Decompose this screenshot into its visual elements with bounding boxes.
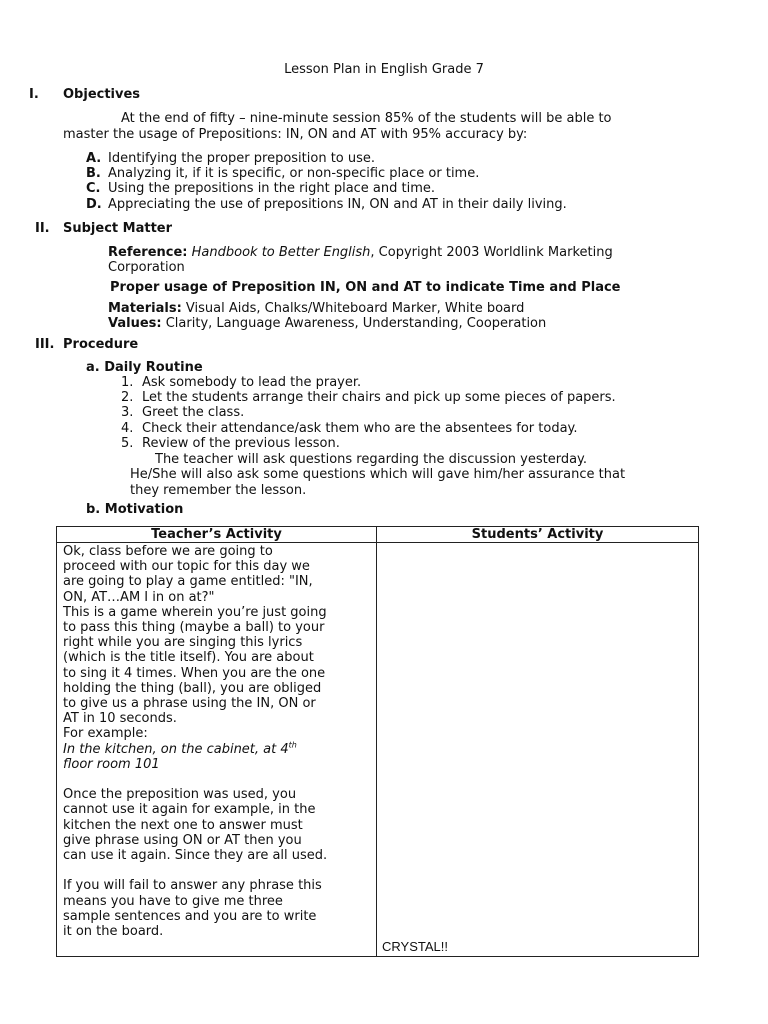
reference-label: Reference: [108,245,188,260]
objective-letter: A. [86,151,102,166]
activity-table [56,526,699,957]
routine-step-num: 5. [121,436,134,451]
routine-step: Let the students arrange their chairs and pick up some pieces of papers. [142,390,616,405]
section-numeral-objectives: I. [29,87,39,102]
values-label: Values: [108,316,162,331]
objective-letter: C. [86,181,101,196]
objective-letter: D. [86,197,102,212]
table-row [57,543,699,957]
routine-step: Ask somebody to lead the prayer. [142,375,362,390]
teacher-line: proceed with our topic for this day we [63,559,310,575]
lesson-topic: Proper usage of Preposition IN, ON and AT to indicate Time and Place [110,280,621,295]
motivation-label: b. Motivation [86,502,184,517]
teacher-line: right while you are singing this lyrics [63,635,303,651]
routine-step-num: 4. [121,421,134,436]
objective-letter: B. [86,166,101,181]
students-activity-cell [377,543,699,957]
teacher-line: For example: [63,726,148,742]
teacher-line: If you will fail to answer any phrase this [63,878,322,894]
reference-title: Handbook to Better English [191,245,371,260]
teacher-line: can use it again. Since they are all used. [63,848,328,864]
reference-line2: Corporation [108,260,185,275]
section-heading-subject-matter: Subject Matter [63,221,173,236]
teacher-line: ON, AT…AM I in on at?" [63,589,215,605]
section-numeral-procedure: III. [35,337,55,352]
teacher-line: holding the thing (ball), you are obliged [63,680,322,696]
blank-line [63,772,376,787]
routine-step-num: 2. [121,390,134,405]
teacher-line: AT in 10 seconds. [63,711,177,727]
section-numeral-subject-matter: II. [35,221,50,236]
review-line2: He/She will also ask some questions which will gave him/her assurance that [130,467,626,482]
teacher-line: it on the board. [63,924,164,940]
section-heading-procedure: Procedure [63,337,139,352]
section-heading-objectives: Objectives [63,87,141,102]
student-response: CRYSTAL!! [382,939,448,954]
teacher-line: cannot use it again for example, in the [63,802,316,818]
objective-item: Identifying the proper preposition to use. [108,151,376,166]
teacher-line: to sing it 4 times. When you are the one [63,665,326,681]
review-line3: they remember the lesson. [130,483,307,498]
materials-label: Materials: [108,301,182,316]
teacher-line: sample sentences and you are to write [63,908,317,924]
routine-step-num: 1. [121,375,134,390]
teacher-activity-cell [57,543,377,957]
example-line: floor room 101 [63,756,160,772]
materials-line [108,301,524,316]
routine-step: Check their attendance/ask them who are the absentees for today. [142,421,578,436]
routine-step-num: 3. [121,405,134,420]
teacher-line: (which is the title itself). You are about [63,650,314,666]
routine-step: Greet the class. [142,405,245,420]
teacher-line: are going to play a game entitled: "IN, [63,574,313,590]
teacher-activity-header: Teacher’s Activity [57,527,377,543]
values-text: Clarity, Language Awareness, Understanding, Cooperation [165,316,547,331]
table-header-row [57,527,699,543]
teacher-line: kitchen the next one to answer must [63,817,303,833]
teacher-line: Ok, class before we are going to [63,544,273,559]
objective-item: Analyzing it, if it is specific, or non-specific place or time. [108,166,480,181]
routine-step: Review of the previous lesson. [142,436,340,451]
example-line [63,742,376,757]
daily-routine-label: a. Daily Routine [86,360,203,375]
objective-item: Appreciating the use of prepositions IN, ON and AT in their daily living. [108,197,567,212]
objectives-intro-line1: At the end of fifty – nine-minute session 85% of the students will be able to [121,111,612,126]
students-activity-header: Students’ Activity [377,527,699,543]
teacher-line: Once the preposition was used, you [63,787,297,803]
objective-item: Using the prepositions in the right place and time. [108,181,436,196]
values-line [108,316,546,331]
page-title: Lesson Plan in English Grade 7 [284,62,484,77]
reference-line [108,245,613,260]
teacher-line: This is a game wherein you’re just going [63,604,327,620]
materials-text: Visual Aids, Chalks/Whiteboard Marker, White board [185,301,525,316]
objectives-intro-line2: master the usage of Prepositions: IN, ON and AT with 95% accuracy by: [63,127,528,142]
example-superscript: th [288,740,297,750]
teacher-line: to give us a phrase using the IN, ON or [63,696,316,712]
teacher-line: give phrase using ON or AT then you [63,832,302,848]
blank-line [63,863,376,878]
teacher-line: means you have to give me three [63,893,283,909]
example-text: In the kitchen, on the cabinet, at 4 [63,741,289,757]
reference-rest: , Copyright 2003 Worldlink Marketing [370,245,613,260]
review-line1: The teacher will ask questions regarding the discussion yesterday. [155,452,588,467]
teacher-line: to pass this thing (maybe a ball) to your [63,620,325,636]
